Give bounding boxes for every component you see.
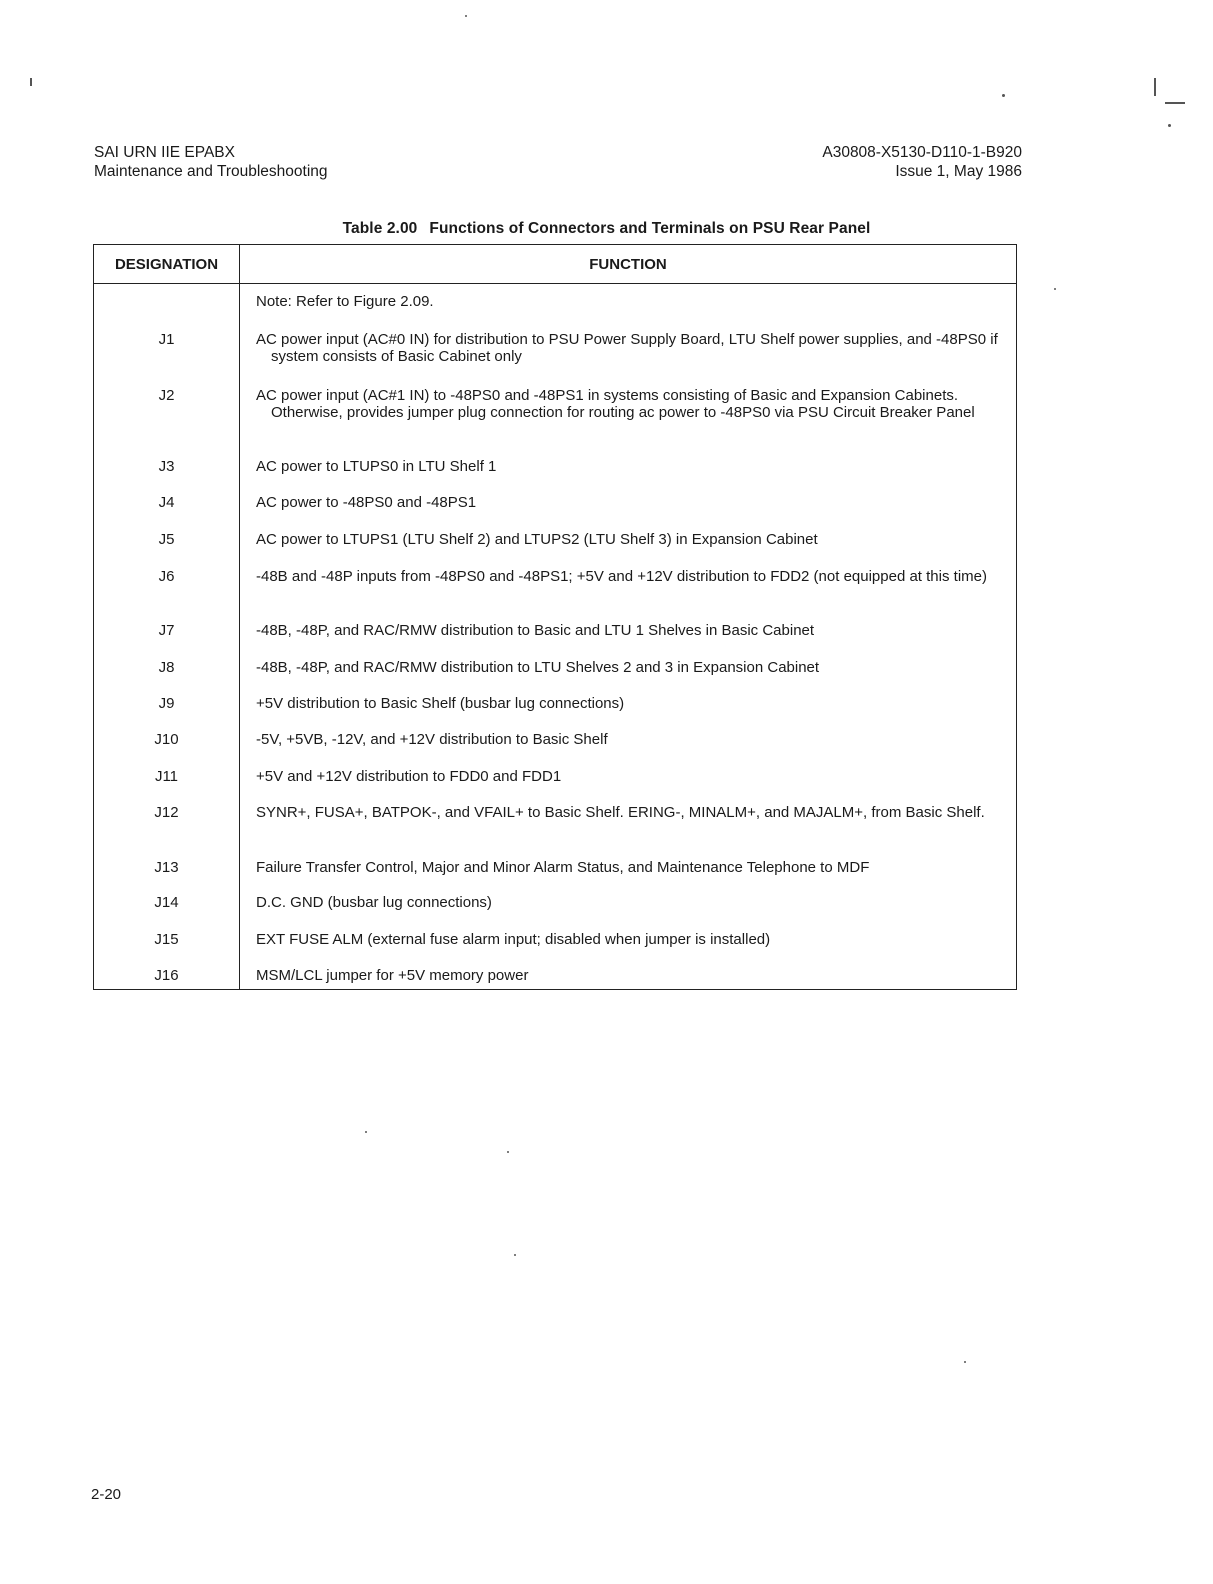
table-title: Functions of Connectors and Terminals on PSU Rear Panel — [429, 220, 871, 237]
function-cell: -48B and -48P inputs from -48PS0 and -48PS1; +5V and +12V distribution to FDD2 (not equipped at this time) — [256, 568, 987, 585]
function-cell: Failure Transfer Control, Major and Minor Alarm Status, and Maintenance Telephone to MDF — [256, 859, 870, 876]
designation-cell: J8 — [158, 659, 175, 676]
scan-speck — [1168, 124, 1171, 127]
designation-cell: J11 — [154, 768, 179, 785]
function-cell: AC power to LTUPS0 in LTU Shelf 1 — [256, 458, 497, 475]
document-number: A30808-X5130-D110-1-B920 — [822, 144, 1022, 161]
table-note: Note: Refer to Figure 2.09. — [256, 293, 434, 310]
function-cell: AC power to LTUPS1 (LTU Shelf 2) and LTUPS2 (LTU Shelf 3) in Expansion Cabinet — [256, 531, 818, 548]
function-cell: SYNR+, FUSA+, BATPOK-, and VFAIL+ to Basic Shelf. ERING-, MINALM+, and MAJALM+, from Basic Shelf. — [256, 804, 985, 821]
page-number: 2-20 — [91, 1486, 122, 1503]
designation-cell: J5 — [158, 531, 175, 548]
scan-speck — [365, 1131, 367, 1133]
column-header-function: FUNCTION — [589, 256, 667, 273]
function-cell: AC power input (AC#0 IN) for distribution to PSU Power Supply Board, LTU Shelf power supplies, and -48PS0 if system consists of Basic Cabinet only — [256, 331, 998, 365]
connector-function-table — [93, 244, 1017, 990]
function-cell: D.C. GND (busbar lug connections) — [256, 894, 492, 911]
function-cell: AC power to -48PS0 and -48PS1 — [256, 494, 477, 511]
designation-cell: J9 — [158, 695, 175, 712]
table-caption — [0, 220, 1213, 238]
column-header-designation: DESIGNATION — [114, 256, 219, 273]
scan-speck — [507, 1151, 509, 1153]
designation-cell: J6 — [158, 568, 175, 585]
function-cell: +5V distribution to Basic Shelf (busbar lug connections) — [256, 695, 625, 712]
scan-speck — [1002, 94, 1005, 97]
function-cell: -5V, +5VB, -12V, and +12V distribution to Basic Shelf — [256, 731, 608, 748]
function-cell: -48B, -48P, and RAC/RMW distribution to Basic and LTU 1 Shelves in Basic Cabinet — [256, 622, 815, 639]
designation-cell: J2 — [158, 387, 175, 404]
scan-speck — [1165, 102, 1185, 104]
designation-cell: J13 — [154, 859, 179, 876]
designation-cell: J10 — [154, 731, 179, 748]
scan-speck — [465, 15, 467, 17]
designation-cell: J4 — [158, 494, 175, 511]
designation-cell: J3 — [158, 458, 175, 475]
designation-cell: J1 — [158, 331, 175, 348]
scan-speck — [1054, 288, 1056, 290]
function-cell: EXT FUSE ALM (external fuse alarm input; disabled when jumper is installed) — [256, 931, 771, 948]
running-header-right — [822, 143, 1022, 181]
header-divider — [94, 283, 1016, 284]
designation-cell: J7 — [158, 622, 175, 639]
designation-cell: J14 — [154, 894, 179, 911]
designation-cell: J16 — [154, 967, 179, 984]
issue-date: Issue 1, May 1986 — [895, 163, 1022, 180]
manual-title: Maintenance and Troubleshooting — [94, 163, 328, 180]
scan-speck — [514, 1254, 516, 1256]
function-cell: +5V and +12V distribution to FDD0 and FDD1 — [256, 768, 562, 785]
column-divider — [239, 245, 240, 989]
function-cell: -48B, -48P, and RAC/RMW distribution to LTU Shelves 2 and 3 in Expansion Cabinet — [256, 659, 820, 676]
function-cell: MSM/LCL jumper for +5V memory power — [256, 967, 529, 984]
product-title: SAI URN IIE EPABX — [94, 144, 235, 161]
running-header-left — [94, 143, 328, 181]
designation-cell: J12 — [154, 804, 179, 821]
table-number: Table 2.00 — [342, 220, 418, 237]
function-cell: AC power input (AC#1 IN) to -48PS0 and -48PS1 in systems consisting of Basic and Expansion Cabinets. Otherwise, provides jumper plug connection for routing ac power to -48PS0 via PSU Circuit Breaker Panel — [256, 387, 975, 421]
scan-speck — [1154, 78, 1156, 96]
designation-cell: J15 — [154, 931, 179, 948]
scan-speck — [30, 78, 32, 86]
scan-speck — [964, 1361, 966, 1363]
